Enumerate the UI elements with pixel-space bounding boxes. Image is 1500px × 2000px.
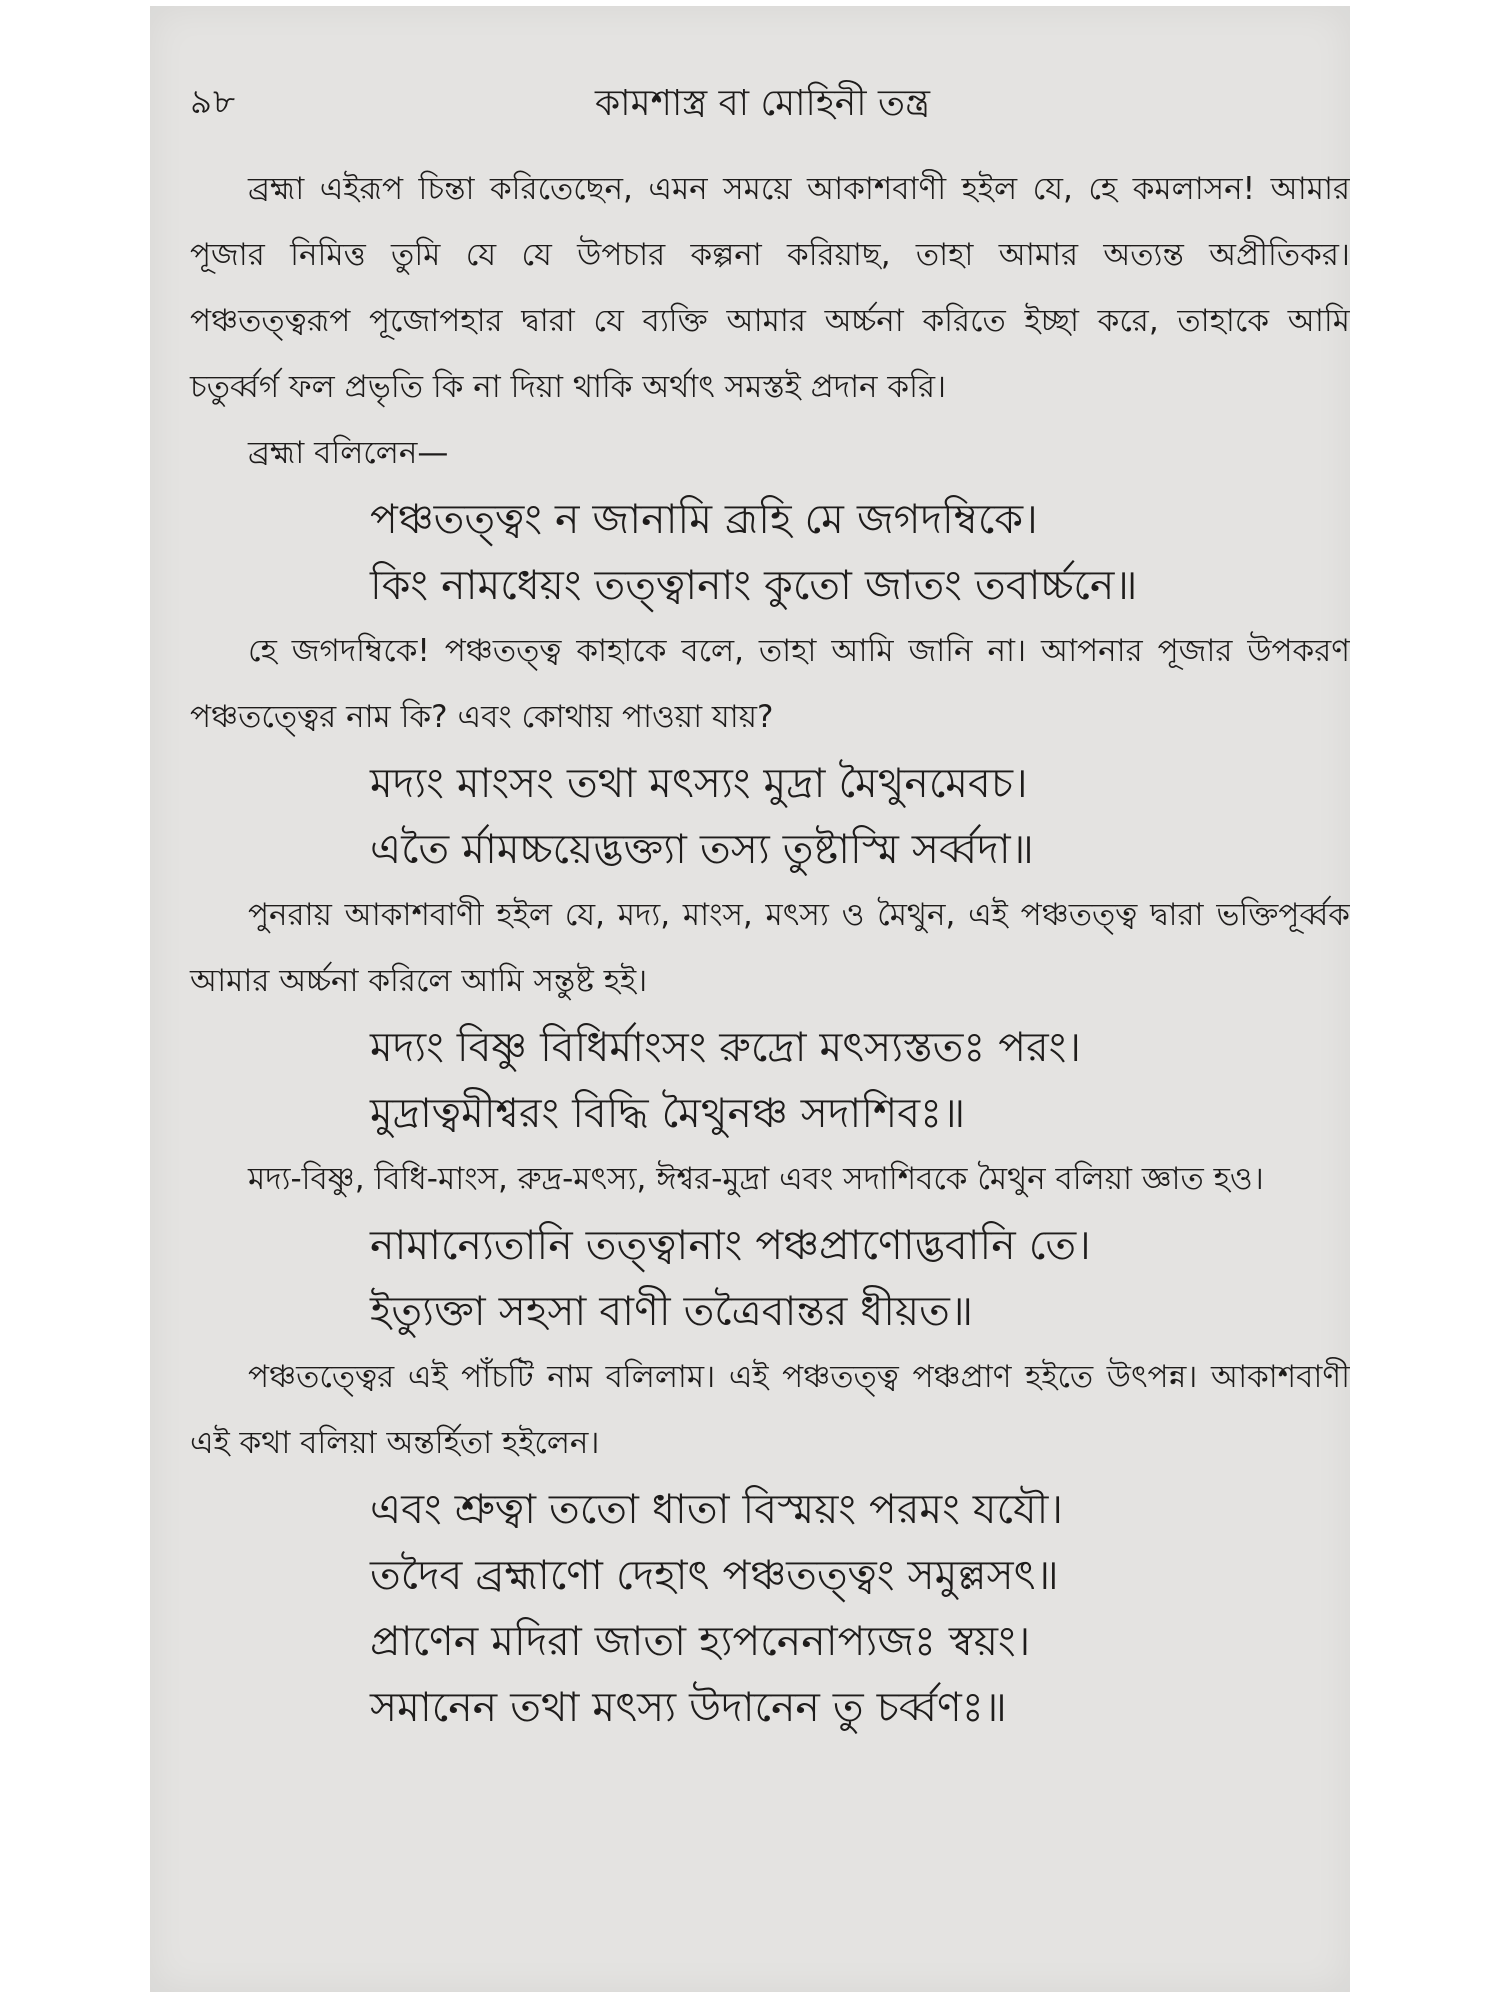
speaker-line: ব্রহ্মা বলিলেন—	[248, 435, 449, 471]
verse-block	[190, 1212, 1350, 1344]
verse-line: প্রাণেন মদিরা জাতা হ্যপনেনাপ্যজঃ স্বয়ং।	[370, 1617, 1031, 1665]
verse-block	[190, 750, 1350, 882]
verse-block	[190, 1476, 1350, 1740]
paragraph: মদ্য-বিষ্ণু, বিধি-মাংস, রুদ্র-মৎস্য, ঈশ্বর-মুদ্রা এবং সদাশিবকে মৈথুন বলিয়া জ্ঞাত হও।	[248, 1161, 1264, 1197]
page-header	[190, 76, 1335, 136]
verse-line: মদ্যং মাংসং তথা মৎস্যং মুদ্রা মৈথুনমেবচ।	[370, 759, 1028, 807]
verse-line: নামান্যেতানি তত্ত্বানাং পঞ্চপ্রাণোদ্ভবানি তে।	[370, 1221, 1091, 1269]
verse-line: এতৈ র্মামচ্চয়েদ্ভক্ত্যা তস্য তুষ্টাস্মি সর্ব্বদা॥	[370, 825, 1034, 873]
verse-line: কিং নামধেয়ং তত্ত্বানাং কুতো জাতং তবার্চ্চনে॥	[370, 561, 1138, 609]
paragraph: পঞ্চতত্ত্বের এই পাঁচটি নাম বলিলাম। এই পঞ্চতত্ত্ব পঞ্চপ্রাণ হইতে উৎপন্ন। আকাশবাণী এই কথা বলিয়া অন্তর্হিতা হইলেন।	[190, 1359, 1350, 1461]
paragraph: ব্রহ্মা এইরূপ চিন্তা করিতেছেন, এমন সময়ে আকাশবাণী হইল যে, হে কমলাসন! আমার পূজার নিমিত্ত তুমি যে যে উপচার কল্পনা করিয়াছ, তাহা আমার অত্যন্ত অপ্রীতিকর। পঞ্চতত্ত্বরূপ পূজোপহার দ্বারা যে ব্যক্তি আমার অর্চ্চনা করিতে ইচ্ছা করে, তাহাকে আমি চতুর্ব্বর্গ ফল প্রভৃতি কি না দিয়া থাকি অর্থাৎ সমস্তই প্রদান করি।	[190, 171, 1350, 405]
verse-block	[190, 486, 1350, 618]
verse-line: পঞ্চতত্ত্বং ন জানামি ব্রূহি মে জগদম্বিকে।	[370, 495, 1038, 543]
paragraph: হে জগদম্বিকে! পঞ্চতত্ত্ব কাহাকে বলে, তাহা আমি জানি না। আপনার পূজার উপকরণ পঞ্চতত্ত্বের নাম কি? এবং কোথায় পাওয়া যায়?	[190, 633, 1350, 735]
paragraph: পুনরায় আকাশবাণী হইল যে, মদ্য, মাংস, মৎস্য ও মৈথুন, এই পঞ্চতত্ত্ব দ্বারা ভক্তিপূর্ব্বক আমার অর্চ্চনা করিলে আমি সন্তুষ্ট হই।	[190, 897, 1350, 999]
verse-line: মুদ্রাত্বমীশ্বরং বিদ্ধি মৈথুনঞ্চ সদাশিবঃ॥	[370, 1089, 966, 1137]
verse-line: ইত্যুক্তা সহসা বাণী তত্রৈবান্তর ধীয়ত॥	[370, 1287, 974, 1335]
verse-block	[190, 1014, 1350, 1146]
page-body	[190, 156, 1350, 1740]
running-title: কামশাস্ত্র বা মোহিনী তন্ত্র	[595, 83, 930, 124]
verse-line: মদ্যং বিষ্ণু বিধির্মাংসং রুদ্রো মৎস্যস্ততঃ পরং।	[370, 1023, 1081, 1071]
page-number: ৯৮	[190, 82, 237, 122]
verse-line: সমানেন তথা মৎস্য উদানেন তু চর্ব্বণঃ॥	[370, 1683, 1007, 1731]
verse-line: তদৈব ব্রহ্মাণো দেহাৎ পঞ্চতত্ত্বং সমুল্লসৎ॥	[370, 1551, 1059, 1599]
book-page	[150, 6, 1350, 1992]
verse-line: এবং শ্রুত্বা ততো ধাতা বিস্ময়ং পরমং যযৌ।	[370, 1485, 1063, 1533]
